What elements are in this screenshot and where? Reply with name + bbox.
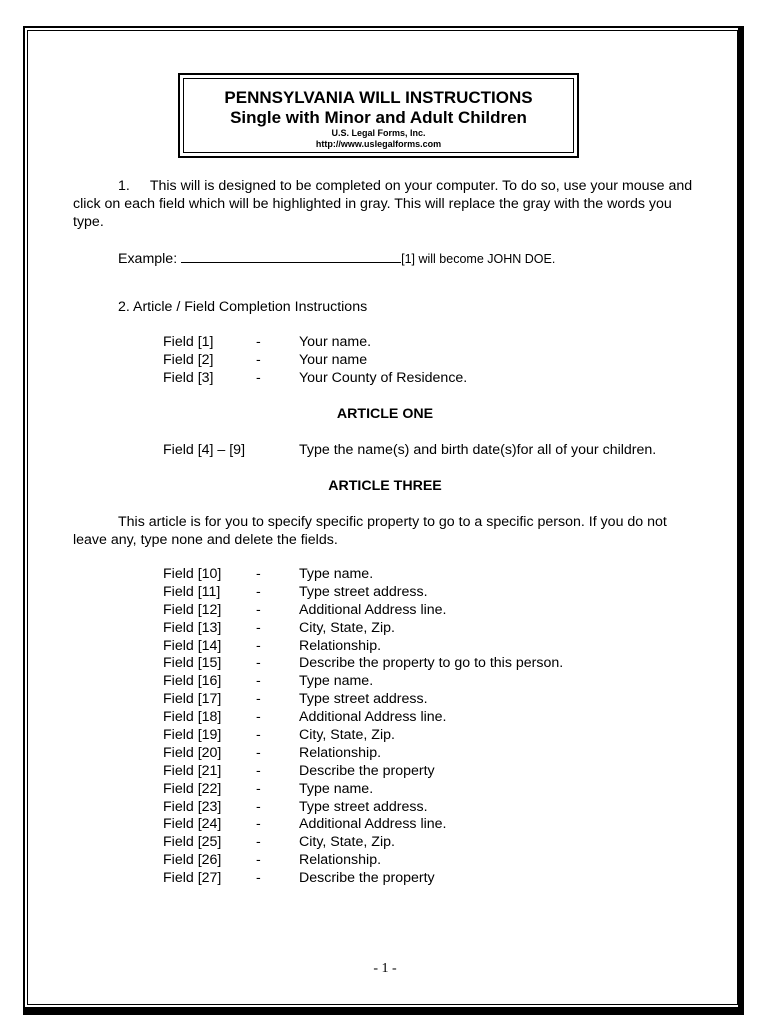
field-dash: -	[256, 334, 261, 350]
field-description: Describe the property	[299, 762, 435, 779]
field-description: Additional Address line.	[299, 601, 447, 618]
field-dash: -	[256, 619, 261, 636]
field-name: Field [19]	[163, 727, 222, 744]
field-description: Relationship.	[299, 637, 382, 654]
field-dash: -	[256, 816, 261, 833]
field-dash: -	[256, 583, 261, 600]
field-description: Type street address.	[299, 691, 428, 708]
field-name: Field [27]	[163, 870, 222, 887]
example-line	[118, 249, 555, 267]
field-dash: -	[256, 655, 261, 672]
field-name: Field [12]	[163, 601, 222, 618]
field-dash: -	[256, 780, 261, 797]
field-description: Type name.	[299, 566, 374, 582]
field-name: Field [20]	[163, 744, 222, 761]
field-name: Field [25]	[163, 834, 222, 851]
field-name: Field [14]	[163, 637, 222, 654]
section-2-heading: 2. Article / Field Completion Instructions	[118, 299, 368, 315]
field-dash: -	[256, 709, 261, 726]
field-dash: -	[256, 637, 261, 654]
company-url: http://www.uslegalforms.com	[315, 139, 442, 149]
field-name: Field [17]	[163, 691, 222, 708]
field-dash: -	[256, 727, 261, 744]
field-dash: -	[256, 798, 261, 815]
field-dash: -	[256, 566, 261, 582]
field-name: Field [21]	[163, 762, 222, 779]
field-dash: -	[256, 369, 261, 386]
title-box	[178, 73, 579, 158]
field-name: Field [10]	[163, 566, 222, 582]
field-dash: -	[256, 351, 261, 368]
field-name: Field [1]	[163, 334, 214, 350]
article-one-heading: ARTICLE ONE	[336, 406, 434, 422]
document-title: PENNSYLVANIA WILL INSTRUCTIONS	[224, 88, 533, 107]
field-description: Your name.	[299, 334, 372, 350]
field-description: City, State, Zip.	[299, 727, 395, 744]
field-name: Field [13]	[163, 619, 222, 636]
field-dash: -	[256, 691, 261, 708]
field-name: Field [18]	[163, 709, 222, 726]
field-dash: -	[256, 870, 261, 887]
field-description: Relationship.	[299, 852, 382, 869]
field-description: Your County of Residence.	[299, 369, 468, 386]
field-description: City, State, Zip.	[299, 619, 395, 636]
field-description: Relationship.	[299, 744, 382, 761]
title-box-inner	[183, 78, 574, 153]
company-name: U.S. Legal Forms, Inc.	[331, 128, 426, 138]
field-range-desc: Type the name(s) and birth date(s)for all of your children.	[299, 442, 657, 458]
field-dash: -	[256, 762, 261, 779]
field-name: Field [23]	[163, 798, 222, 815]
example-blank	[181, 249, 401, 263]
field-name: Field [11]	[163, 583, 221, 600]
field-range-name: Field [4] – [9]	[163, 442, 246, 458]
field-dash: -	[256, 834, 261, 851]
field-name: Field [24]	[163, 816, 222, 833]
field-dash: -	[256, 852, 261, 869]
field-dash: -	[256, 673, 261, 690]
example-label: Example:	[118, 251, 178, 267]
intro-text: This will is designed to be completed on your computer. To do so, use your mouse and click on each field which will be highlighted in gray. This will replace the gray with the words you type.	[73, 178, 693, 230]
field-dash: -	[256, 601, 261, 618]
page-shadow-bottom	[23, 1009, 744, 1015]
field-dash: -	[256, 744, 261, 761]
field-range-row	[163, 442, 657, 458]
field-name: Field [22]	[163, 780, 222, 797]
intro-number: 1.	[118, 178, 130, 194]
field-description: Additional Address line.	[299, 709, 447, 726]
field-description: Describe the property to go to this person.	[299, 655, 564, 672]
field-description: Your name	[299, 351, 368, 368]
article-three-heading: ARTICLE THREE	[328, 478, 442, 494]
field-name: Field [15]	[163, 655, 222, 672]
article-three-paragraph	[73, 513, 703, 549]
field-name: Field [26]	[163, 852, 222, 869]
article-three-text: This article is for you to specify specific property to go to a specific person. If you do not leave any, type none and delete the fields.	[73, 514, 667, 548]
intro-paragraph	[73, 177, 703, 231]
field-description: Type street address.	[299, 798, 428, 815]
document-subtitle: Single with Minor and Adult Children	[230, 108, 527, 127]
field-name: Field [16]	[163, 673, 222, 690]
field-description: Additional Address line.	[299, 816, 447, 833]
page-shadow-right	[738, 26, 744, 1015]
field-name: Field [3]	[163, 369, 214, 386]
page-number: - 1 -	[373, 961, 397, 976]
field-description: Describe the property	[299, 870, 435, 887]
field-name: Field [2]	[163, 351, 214, 368]
field-description: Type street address.	[299, 583, 428, 600]
field-description: Type name.	[299, 673, 374, 690]
field-description: Type name.	[299, 780, 374, 797]
example-suffix: [1] will become JOHN DOE.	[401, 252, 556, 266]
field-description: City, State, Zip.	[299, 834, 395, 851]
